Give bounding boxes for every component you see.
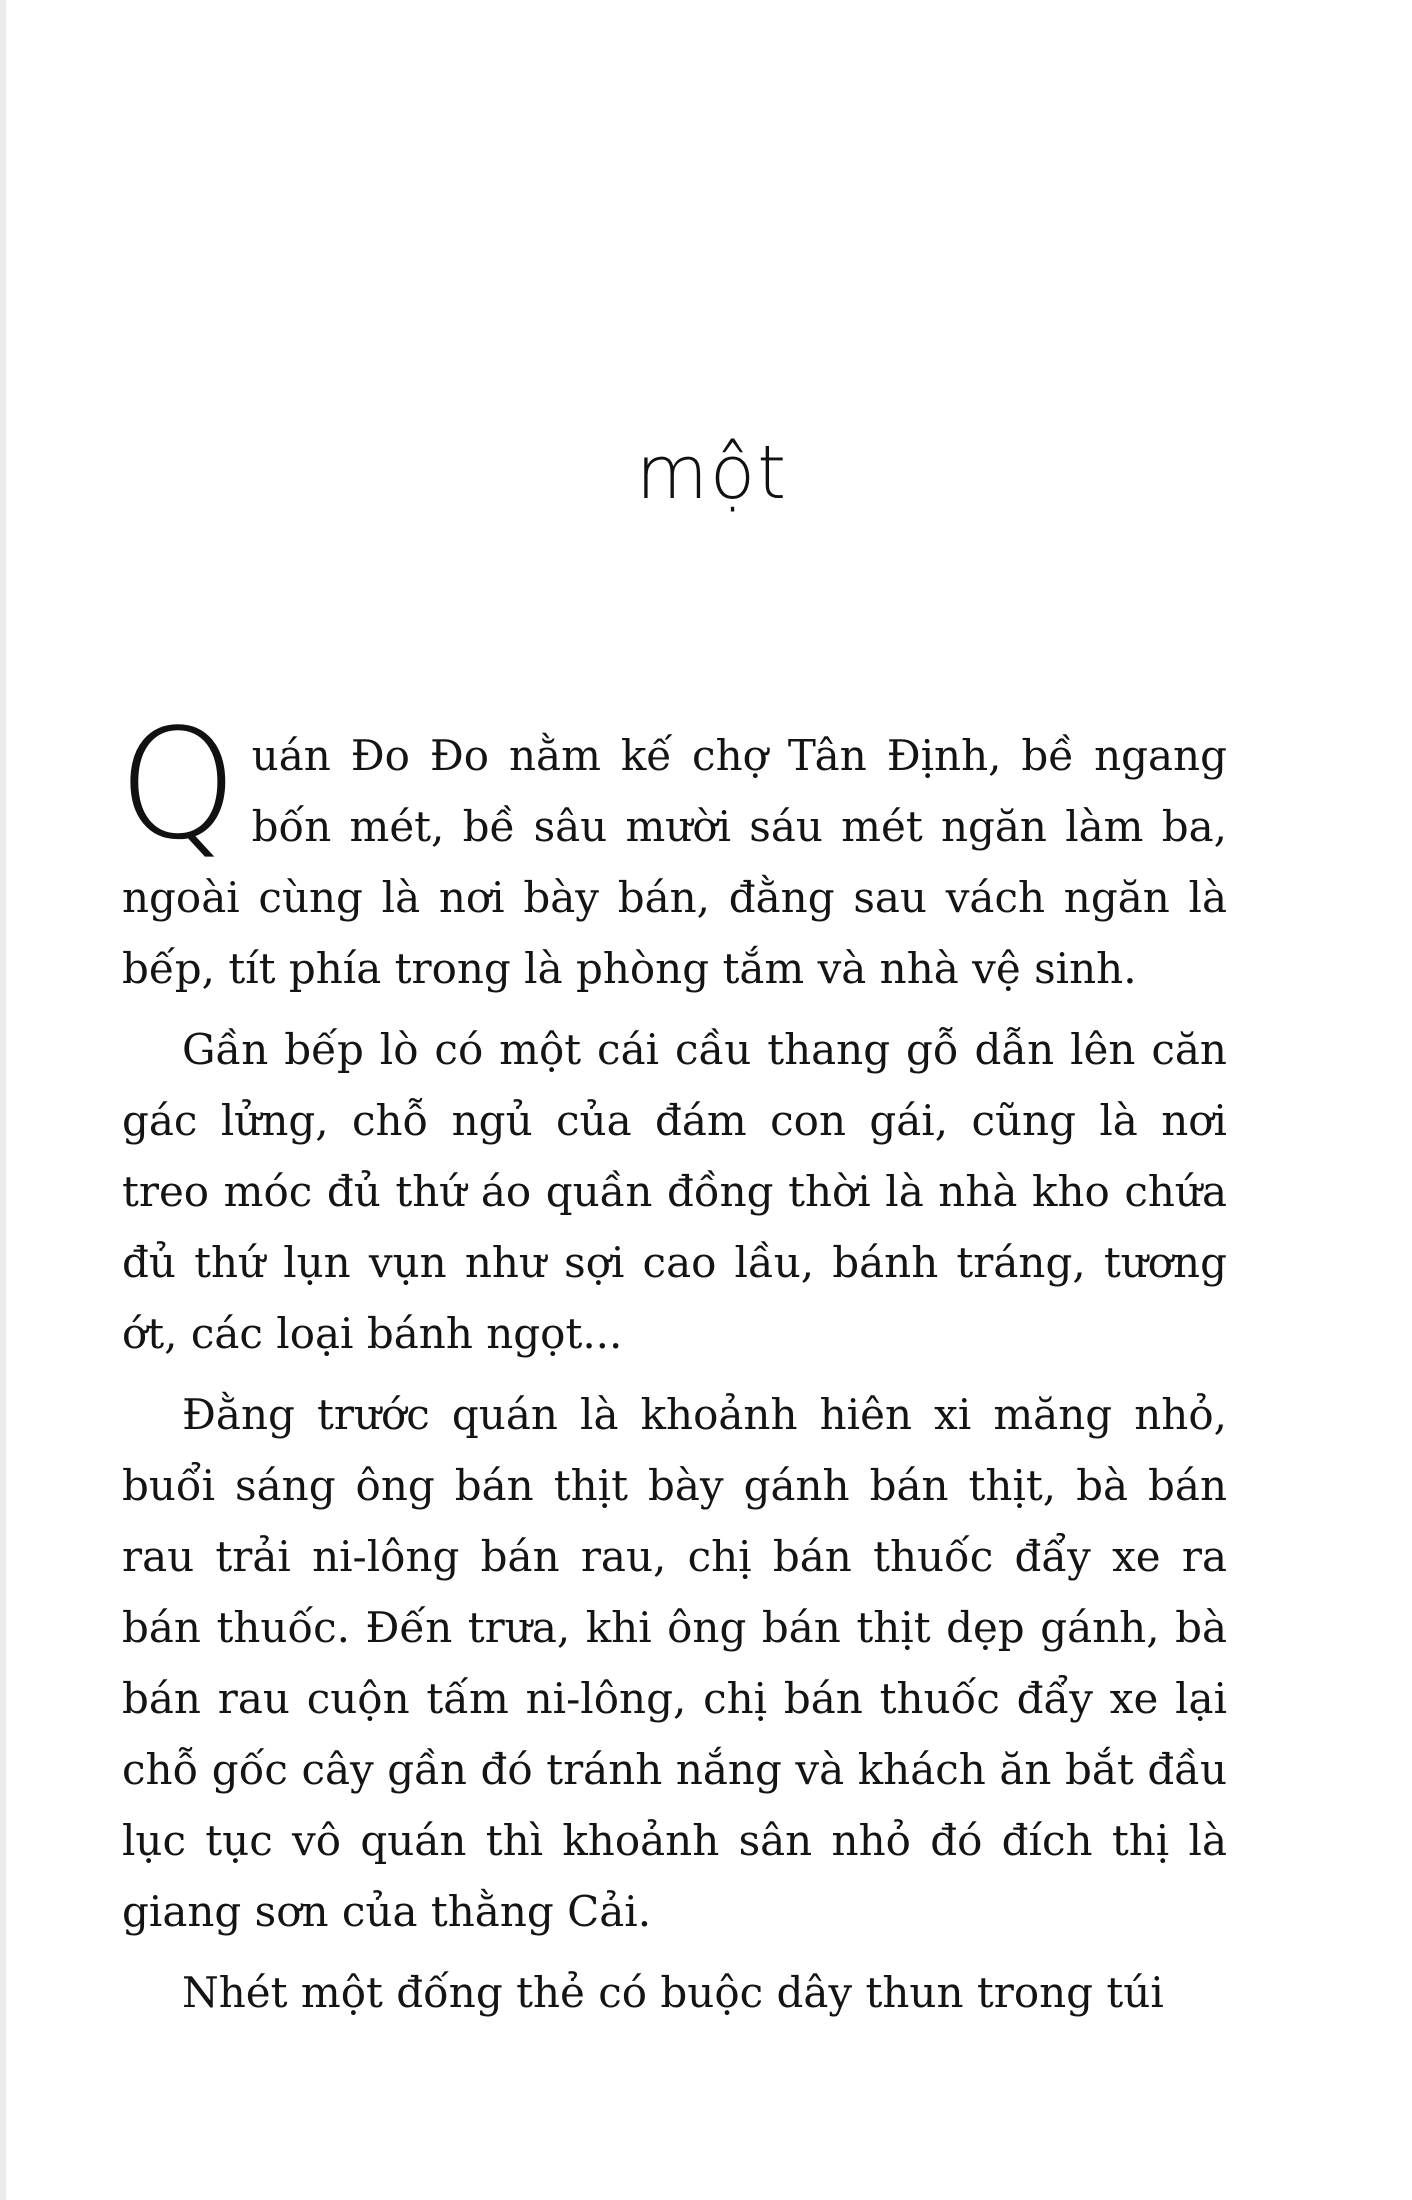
paragraph-1 bbox=[118, 696, 1227, 1004]
drop-cap: Q bbox=[118, 696, 238, 873]
chapter-title: một bbox=[635, 430, 789, 516]
paragraph-4: Nhét một đống thẻ có buộc dây thun trong túi bbox=[182, 1968, 1164, 2017]
paragraph-1-text: uán Đo Đo nằm kế chợ Tân Định, bề ngang bốn mét, bề sâu mười sáu mét ngăn làm ba, ngoài cùng là nơi bày bán, đằng sau vách ngăn là bếp, tít phía trong là phòng tắm và nhà vệ sinh. bbox=[122, 731, 1227, 993]
paragraph-2: Gần bếp lò có một cái cầu thang gỗ dẫn lên căn gác lửng, chỗ ngủ của đám con gái, cũng là nơi treo móc đủ thứ áo quần đồng thời là nhà kho chứa đủ thứ lụn vụn như sợi cao lầu, bánh tráng, tương ớt, các loại bánh ngọt... bbox=[122, 1025, 1227, 1358]
paragraph-3: Đằng trước quán là khoảnh hiên xi măng nhỏ, buổi sáng ông bán thịt bày gánh bán thịt, bà bán rau trải ni-lông bán rau, chị bán thuốc đẩy xe ra bán thuốc. Đến trưa, khi ông bán thịt dẹp gánh, bà bán rau cuộn tấm ni-lông, chị bán thuốc đẩy xe lại chỗ gốc cây gần đó tránh nắng và khách ăn bắt đầu lục tục vô quán thì khoảnh sân nhỏ đó đích thị là giang sơn của thằng Cải. bbox=[122, 1390, 1227, 1936]
chapter-body bbox=[118, 696, 1227, 2038]
